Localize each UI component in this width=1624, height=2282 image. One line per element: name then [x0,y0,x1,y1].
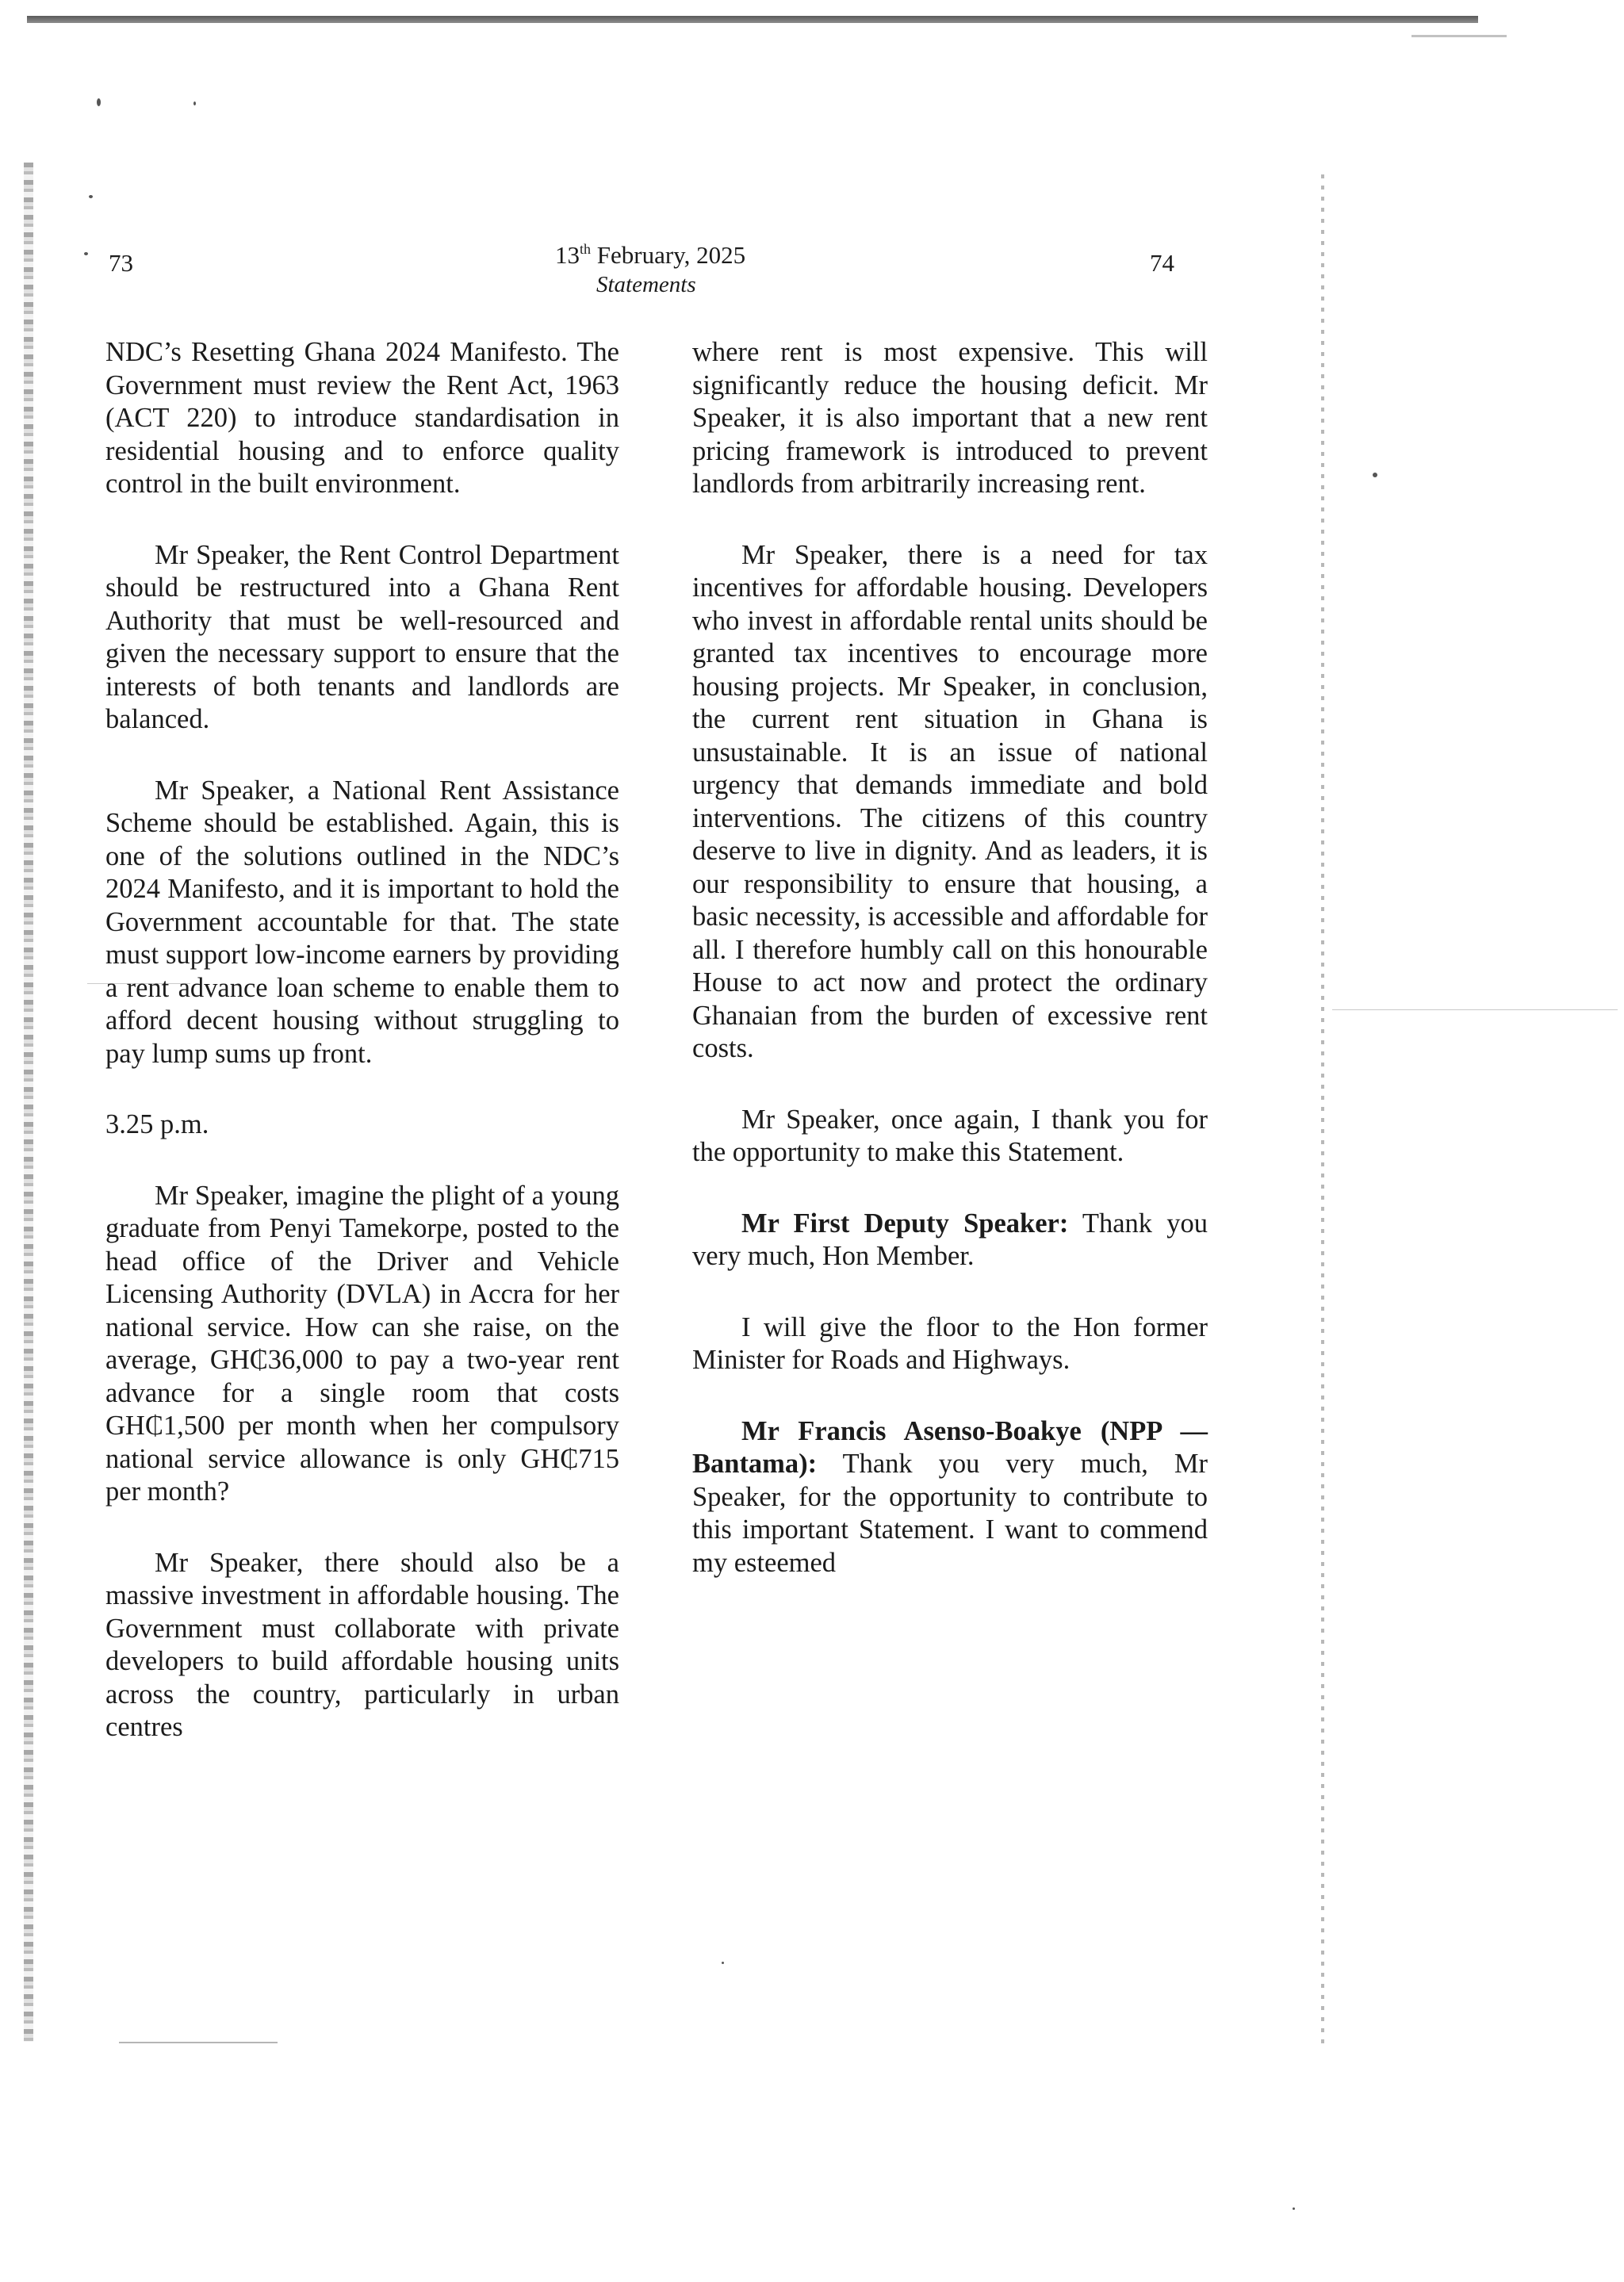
paragraph: Mr Speaker, a National Rent Assistance Scheme should be established. Again, this is one of the solutions outlined in the NDC’s 2024 Manifesto, and it is important to hold the Government accountable for that. The state must support low-income earners by providing a rent advance loan scheme to enable them to afford decent housing without struggling to pay lump sums up front. [105,775,619,1069]
scan-border-fade [1411,35,1507,37]
scan-speck [193,101,196,105]
page-number-right: 74 [1150,249,1174,277]
right-column [692,336,1208,1618]
time-stamp: 3.25 p.m. [105,1109,209,1139]
paragraph: Mr Speaker, imagine the plight of a young graduate from Penyi Tamekorpe, posted to the head office of the Driver and Vehicle Licensing Authority (DVLA) in Accra for her national service. How can she raise, on the average, GH₵36,000 to pay a two-year rent advance for a single room that costs GH₵1,500 per month when her compulsory national service allowance is only GH₵715 per month? [105,1180,619,1507]
paragraph: Mr Speaker, there should also be a massive investment in affordable housing. The Government must collaborate with private developers to build affordable housing units across the country, particularly in urban centres [105,1547,619,1742]
scan-speck [97,98,101,106]
scan-speck [89,195,93,198]
scan-border-right [1321,174,1324,2046]
page-number-left: 73 [109,249,133,277]
speech-text: Thank you very much, Hon Member. [692,1208,1208,1271]
scan-border-top [27,16,1478,23]
speaker-name: Mr First Deputy Speaker: [741,1208,1069,1239]
date-ordinal-suffix: th [580,241,592,257]
paragraph: Mr Speaker, the Rent Control Department should be restructured into a Ghana Rent Authority that must be well-resourced and given the necessary support to ensure that the interests of both tenants and landlords are balanced. [105,539,619,734]
speech-text: Thank you very much, Mr Speaker, for the opportunity to contribute to this important Statement. I want to commend my esteemed [692,1449,1208,1578]
scan-border-left [24,163,33,2042]
paragraph: where rent is most expensive. This will significantly reduce the housing deficit. Mr Speaker, it is also important that a new rent pricing framework is introduced to prevent landlords from arbitrarily increasing rent. [692,337,1208,499]
sitting-date [555,241,745,270]
scan-speck [722,1962,724,1964]
speaker-name: Mr Francis Asenso-Boakye (NPP — Bantama): [692,1415,1208,1479]
section-title: Statements [596,272,696,297]
scan-line-right [1332,1009,1618,1010]
paragraph: I will give the floor to the Hon former Minister for Roads and Highways. [692,1311,1208,1375]
paragraph: Mr Speaker, there is a need for tax incentives for affordable housing. Developers who invest in affordable rental units should be granted tax incentives to encourage more housing projects. Mr Speaker, in conclusion, the current rent situation in Ghana is unsustainable. It is an issue of national urgency that demands immediate and bold interventions. The citizens of this country deserve to live in dignity. And as leaders, it is our responsibility to ensure that housing, a basic necessity, is accessible and affordable for all. I therefore humbly call on this honourable House to act now and protect the ordinary Ghanaian from the burden of excessive rent costs. [692,539,1208,1063]
date-month-year: February, 2025 [591,241,746,269]
scan-speck [1293,2207,1295,2210]
speaker-paragraph [692,1415,1208,1580]
scan-line-bottom [119,2042,278,2043]
paragraph: Mr Speaker, once again, I thank you for the opportunity to make this Statement. [692,1104,1208,1167]
speaker-paragraph [692,1208,1208,1273]
left-column [105,336,619,1782]
scan-speck [1373,473,1377,477]
scan-speck [84,252,88,255]
paragraph: NDC’s Resetting Ghana 2024 Manifesto. The Government must review the Rent Act, 1963 (ACT 220) to introduce standardisation in residential housing and to enforce quality control in the built environment. [105,337,619,499]
date-day: 13 [555,241,580,269]
